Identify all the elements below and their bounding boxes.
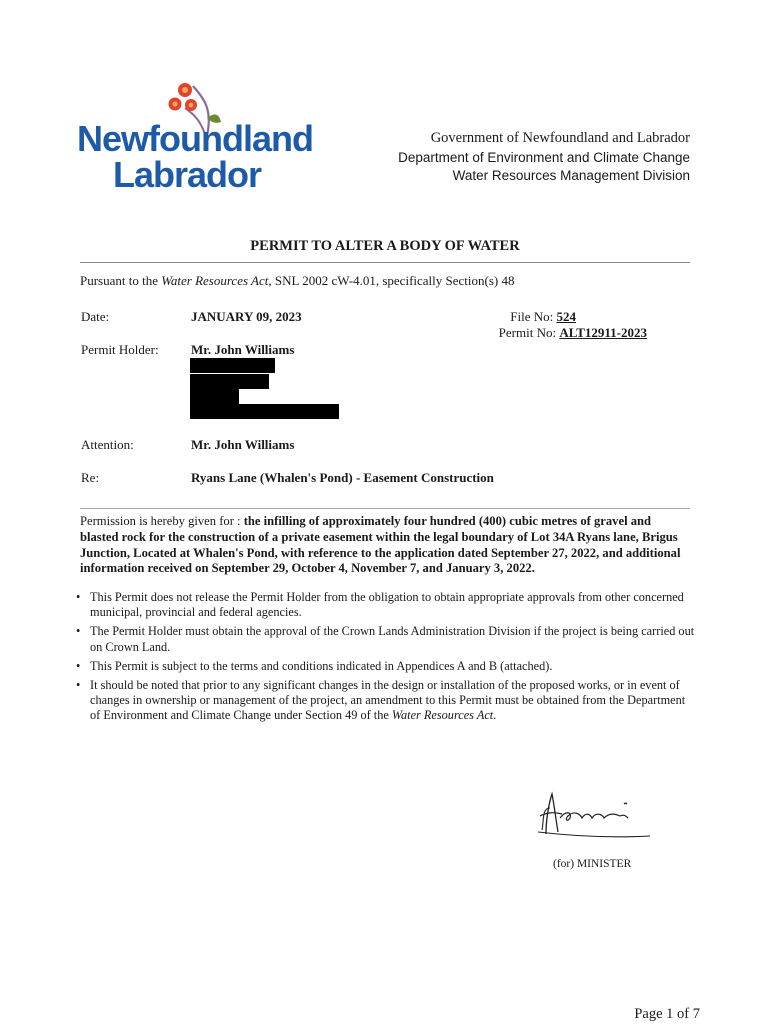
permit-number-value: ALT12911-2023 bbox=[559, 325, 647, 340]
section-divider bbox=[80, 508, 690, 509]
handwritten-signature bbox=[532, 786, 657, 848]
redacted-address-line bbox=[190, 389, 239, 404]
list-item bbox=[76, 678, 696, 724]
date-value: JANUARY 09, 2023 bbox=[191, 309, 302, 324]
logo-line-1: Newfoundland bbox=[77, 118, 313, 159]
attention-label: Attention: bbox=[81, 437, 134, 452]
permit-holder-label: Permit Holder: bbox=[81, 342, 159, 357]
file-number-value: 524 bbox=[556, 309, 576, 324]
condition-text: This Permit is subject to the terms and conditions indicated in Appendices A and B (attached). bbox=[90, 658, 553, 673]
list-item bbox=[76, 659, 696, 674]
bullet: • bbox=[76, 624, 81, 639]
file-number bbox=[510, 309, 576, 325]
pursuant-suffix: , SNL 2002 cW-4.01, specifically Section(s) 48 bbox=[268, 273, 515, 288]
page-number: Page 1 of 7 bbox=[634, 1006, 700, 1022]
permit-holder-value: Mr. John Williams bbox=[191, 342, 295, 357]
bullet: • bbox=[76, 658, 81, 673]
permit-number-label: Permit No: bbox=[498, 325, 560, 340]
division-name: Water Resources Management Division bbox=[452, 168, 690, 183]
list-item bbox=[76, 624, 696, 654]
conditions-list bbox=[76, 590, 696, 728]
permit-number bbox=[499, 325, 647, 341]
condition-text: This Permit does not release the Permit Holder from the obligation to obtain appropriate approvals from other concerned municipal, provincial and federal agencies. bbox=[90, 590, 684, 620]
file-number-label: File No: bbox=[510, 309, 557, 324]
logo-line-2: Labrador bbox=[113, 154, 262, 195]
bullet: • bbox=[76, 590, 81, 604]
redacted-address-line bbox=[190, 358, 275, 373]
pursuant-act: Water Resources Act bbox=[161, 273, 269, 288]
redacted-address-line bbox=[190, 404, 339, 419]
department-name: Department of Environment and Climate Change bbox=[398, 150, 690, 165]
condition-act: Water Resources Act bbox=[391, 708, 494, 723]
bullet: • bbox=[76, 678, 81, 693]
permission-intro: Permission is hereby given for : bbox=[80, 514, 244, 528]
re-label: Re: bbox=[81, 470, 100, 485]
document-title: PERMIT TO ALTER A BODY OF WATER bbox=[250, 238, 520, 254]
date-label: Date: bbox=[81, 309, 110, 324]
permission-body: the infilling of approximately four hundred (400) cubic metres of gravel and blasted rock for the construction of a private easement within the legal boundary of Lot 34A Ryans lane, Brigus Junction, Located at Whalen's Pond, with reference to the application dated September 27, 2022, and additional information received on September 29, October 4, November 7, and January 3, 2022. bbox=[80, 514, 681, 576]
condition-end: . bbox=[493, 708, 497, 723]
signature-caption: (for) MINISTER bbox=[553, 858, 632, 870]
redacted-address-line bbox=[190, 374, 269, 389]
attention-value: Mr. John Williams bbox=[191, 437, 295, 452]
government-name: Government of Newfoundland and Labrador bbox=[430, 130, 690, 146]
nl-government-logo bbox=[75, 78, 313, 198]
condition-text: It should be noted that prior to any significant changes in the design or installation of the proposed works, or in event of changes in ownership or management of the project, an amendment to this Permit must be obtained from the Department of Environment and Climate Change under Section 49 of the bbox=[90, 678, 686, 723]
condition-text: The Permit Holder must obtain the approval of the Crown Lands Administration Division if the project is being carried out on Crown Land. bbox=[90, 624, 695, 654]
pursuant-line bbox=[80, 273, 514, 289]
pursuant-prefix: Pursuant to the bbox=[80, 273, 162, 288]
title-divider bbox=[80, 262, 690, 263]
permission-paragraph bbox=[80, 514, 692, 577]
re-value: Ryans Lane (Whalen's Pond) - Easement Construction bbox=[191, 470, 494, 485]
list-item bbox=[76, 590, 696, 620]
